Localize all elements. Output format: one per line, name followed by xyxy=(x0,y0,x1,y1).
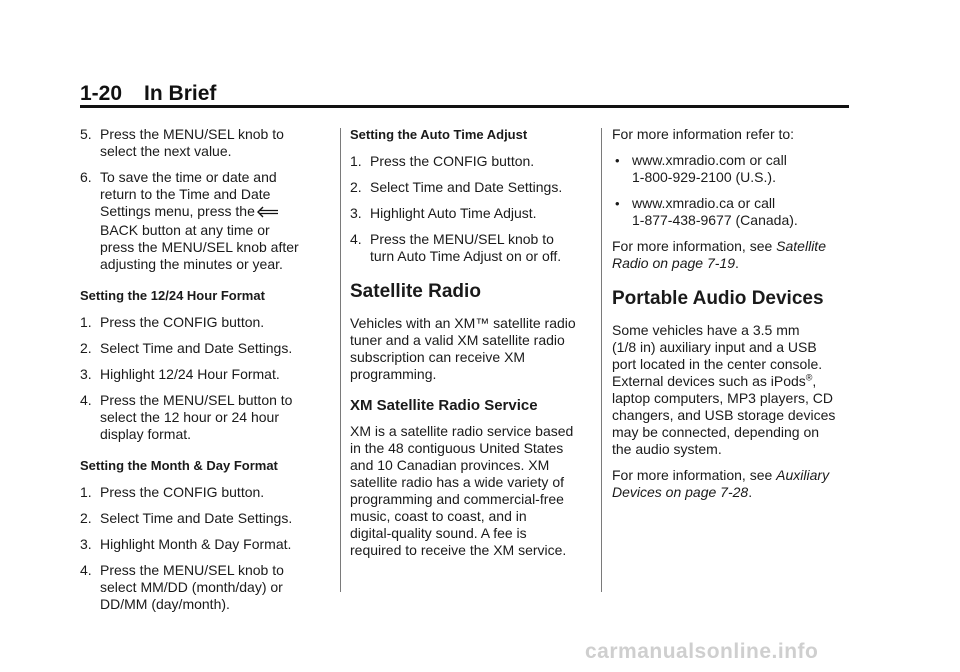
cross-reference-link[interactable]: Radio on page 7-19 xyxy=(612,255,735,271)
see-satellite-reference xyxy=(612,238,852,272)
paragraph-line: in the 48 contiguous United States xyxy=(350,440,564,456)
heading-satellite-radio: Satellite Radio xyxy=(350,281,481,302)
header-rule xyxy=(80,105,849,108)
step-text: Highlight Auto Time Adjust. xyxy=(370,205,537,221)
step-text-with-icon xyxy=(100,203,330,222)
reference-suffix: . xyxy=(735,255,739,271)
step-number: 5. xyxy=(80,126,92,142)
column-2 xyxy=(350,126,595,568)
step-5 xyxy=(80,126,330,160)
step xyxy=(80,536,330,553)
reference-suffix: . xyxy=(748,484,753,500)
step-text: Press the MENU/SEL knob to xyxy=(370,231,554,247)
column-divider-2 xyxy=(601,128,602,592)
bullet-dot-icon: • xyxy=(615,196,620,211)
step-text: Press the CONFIG button. xyxy=(100,484,265,500)
step xyxy=(350,205,595,222)
step-number: 3. xyxy=(80,536,92,552)
page-header xyxy=(80,82,216,106)
paragraph-line: changers, and USB storage devices xyxy=(612,407,836,423)
step xyxy=(80,340,330,357)
step xyxy=(350,231,595,265)
bullet-text: www.xmradio.com or call xyxy=(632,152,787,168)
paragraph-line: XM is a satellite radio service based xyxy=(350,423,574,439)
step-text: Press the MENU/SEL knob to xyxy=(100,562,284,578)
paragraph-line: port located in the center console. xyxy=(612,356,823,372)
column-1 xyxy=(80,126,330,622)
step-text: adjusting the minutes or year. xyxy=(100,256,283,272)
step-text: Press the MENU/SEL knob to xyxy=(100,126,284,142)
step-text: Select Time and Date Settings. xyxy=(100,340,293,356)
section-title: In Brief xyxy=(144,82,217,105)
step-number: 2. xyxy=(350,179,362,195)
step xyxy=(80,562,330,613)
bullet-item xyxy=(612,195,852,229)
step-number: 1. xyxy=(80,314,92,330)
page-number: 1-20 xyxy=(80,82,123,105)
step xyxy=(80,392,330,443)
heading-portable-audio: Portable Audio Devices xyxy=(612,288,824,309)
bullet-text: 1-800-929-2100 (U.S.). xyxy=(632,169,776,185)
step xyxy=(80,366,330,383)
step xyxy=(80,314,330,331)
registered-mark: ® xyxy=(805,372,813,383)
paragraph-line: and 10 Canadian provinces. XM xyxy=(350,457,550,473)
step-6 xyxy=(80,169,330,273)
paragraph-xm-service xyxy=(350,423,595,559)
paragraph-portable-audio xyxy=(612,322,852,458)
paragraph-line: programming. xyxy=(350,366,437,382)
step xyxy=(80,510,330,527)
step-text: display format. xyxy=(100,426,192,442)
step-text: Highlight Month & Day Format. xyxy=(100,536,292,552)
step-text: select the next value. xyxy=(100,143,232,159)
paragraph-line: (1/8 in) auxiliary input and a USB xyxy=(612,339,817,355)
step-text: Select Time and Date Settings. xyxy=(370,179,563,195)
step-text: Select Time and Date Settings. xyxy=(100,510,293,526)
step-text: Press the MENU/SEL button to xyxy=(100,392,293,408)
paragraph-line: may be connected, depending on xyxy=(612,424,820,440)
step-text: Press the CONFIG button. xyxy=(100,314,265,330)
bullet-text: www.xmradio.ca or call xyxy=(632,195,776,211)
step-text: select the 12 hour or 24 hour xyxy=(100,409,280,425)
paragraph-line: digital-quality sound. A fee is xyxy=(350,525,527,541)
back-arrow-icon xyxy=(257,205,279,222)
paragraph-line: Some vehicles have a 3.5 mm xyxy=(612,322,800,338)
step-number: 3. xyxy=(80,366,92,382)
bullet-text: 1-877-438-9677 (Canada). xyxy=(632,212,798,228)
paragraph-line: the audio system. xyxy=(612,441,722,457)
step-text: DD/MM (day/month). xyxy=(100,596,230,612)
step-number: 2. xyxy=(80,510,92,526)
step xyxy=(350,179,595,196)
refer-intro xyxy=(612,126,852,143)
cross-reference-link[interactable]: Devices on page 7-28 xyxy=(612,484,749,500)
step-text: return to the Time and Date xyxy=(100,186,271,202)
step-text: Highlight 12/24 Hour Format. xyxy=(100,366,280,382)
heading-xm-service: XM Satellite Radio Service xyxy=(350,397,538,414)
step-text: turn Auto Time Adjust on or off. xyxy=(370,248,562,264)
step xyxy=(350,153,595,170)
punctuation: , xyxy=(812,373,817,389)
step-number: 4. xyxy=(350,231,362,247)
subheading-hour-format: Setting the 12/24 Hour Format xyxy=(80,288,265,303)
paragraph-line: laptop computers, MP3 players, CD xyxy=(612,390,833,406)
step-text: BACK button at any time or xyxy=(100,222,270,238)
paragraph-line: For more information refer to: xyxy=(612,126,795,142)
bullet-item xyxy=(612,152,852,186)
step-number: 1. xyxy=(350,153,362,169)
step-number: 6. xyxy=(80,169,92,185)
see-auxiliary-reference xyxy=(612,467,852,501)
paragraph-satellite xyxy=(350,315,595,383)
cross-reference-link[interactable]: Auxiliary xyxy=(776,467,830,483)
subheading-month-day: Setting the Month & Day Format xyxy=(80,458,278,473)
paragraph-line: Vehicles with an XM™ satellite radio xyxy=(350,315,576,331)
bullet-dot-icon: • xyxy=(615,153,620,168)
step-number: 3. xyxy=(350,205,362,221)
cross-reference-link[interactable]: Satellite xyxy=(776,238,826,254)
column-divider-1 xyxy=(340,128,341,592)
paragraph-line: programming and commercial-free xyxy=(350,491,564,507)
step-text: select MM/DD (month/day) or xyxy=(100,579,283,595)
reference-prefix: For more information, see xyxy=(612,238,777,254)
step-text: press the MENU/SEL knob after xyxy=(100,239,299,255)
step-text: Settings menu, press the xyxy=(100,203,255,219)
paragraph-line: music, coast to coast, and in xyxy=(350,508,527,524)
step-text: Press the CONFIG button. xyxy=(370,153,535,169)
step-number: 1. xyxy=(80,484,92,500)
step xyxy=(80,484,330,501)
watermark: carmanualsonline.info xyxy=(585,640,819,663)
paragraph-line: satellite radio has a wide variety of xyxy=(350,474,564,490)
step-number: 2. xyxy=(80,340,92,356)
subheading-auto-time: Setting the Auto Time Adjust xyxy=(350,127,528,142)
column-3 xyxy=(612,126,852,510)
step-number: 4. xyxy=(80,392,92,408)
step-text: To save the time or date and xyxy=(100,169,277,185)
paragraph-line: tuner and a valid XM satellite radio xyxy=(350,332,565,348)
step-number: 4. xyxy=(80,562,92,578)
paragraph-line: required to receive the XM service. xyxy=(350,542,567,558)
paragraph-line: External devices such as iPods xyxy=(612,373,806,389)
paragraph-line: subscription can receive XM xyxy=(350,349,526,365)
reference-prefix: For more information, see xyxy=(612,467,777,483)
